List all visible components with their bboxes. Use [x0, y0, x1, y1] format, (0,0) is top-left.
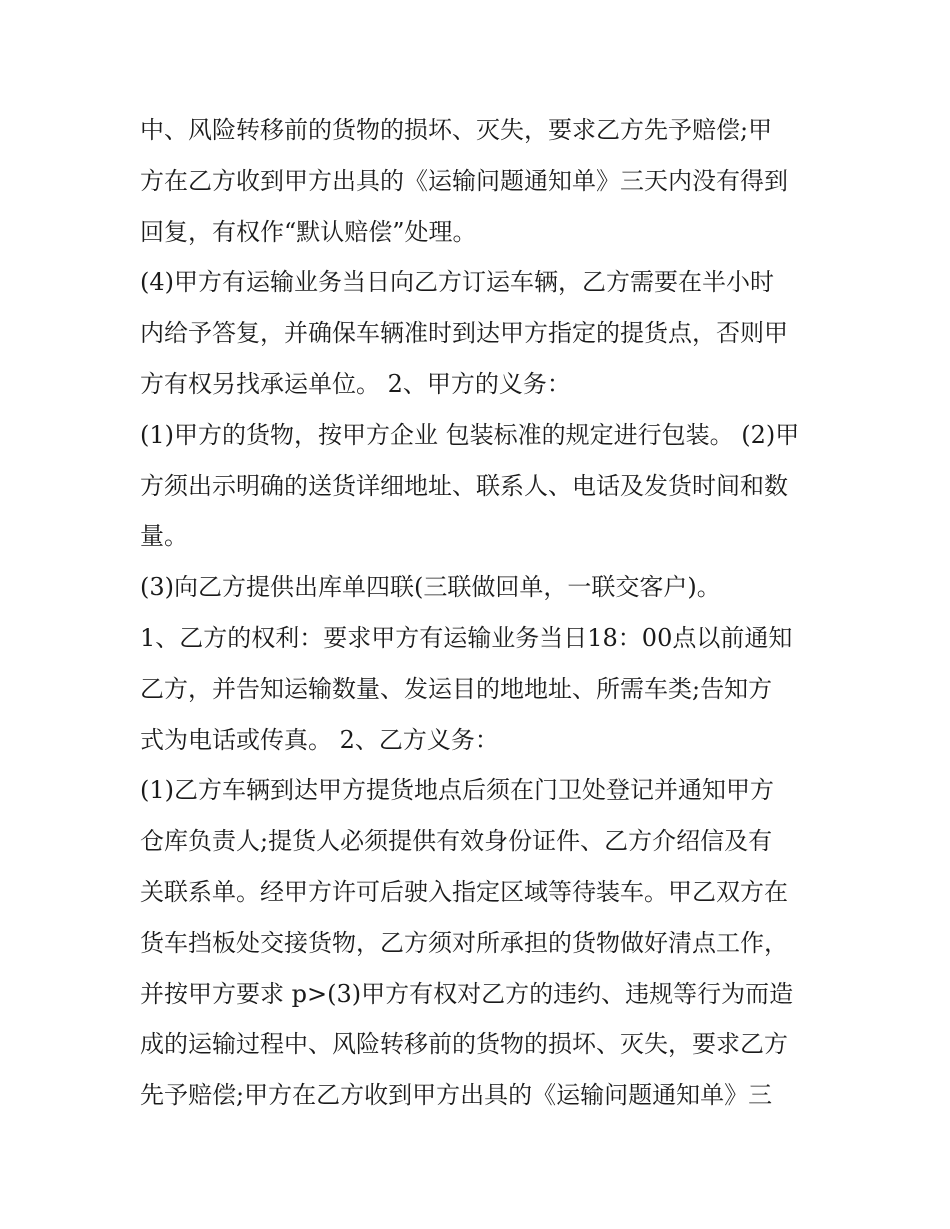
text-line: 内给予答复，并确保车辆准时到达甲方指定的提货点，否则甲 [140, 319, 788, 348]
text-line: 方须出示明确的送货详细地址、联系人、电话及发货时间和数 [140, 471, 788, 500]
text-line: 乙方，并告知运输数量、发运目的地地址、所需车类;告知方 [140, 674, 773, 703]
document-body [140, 105, 830, 1121]
text-line: 成的运输过程中、风险转移前的货物的损坏、灭失，要求乙方 [140, 1030, 788, 1059]
text-line: 关联系单。经甲方许可后驶入指定区域等待装车。甲乙双方在 [140, 877, 788, 906]
text-line: (1)乙方车辆到达甲方提货地点后须在门卫处登记并通知甲方 [140, 776, 774, 805]
text-line: 1、乙方的权利：要求甲方有运输业务当日18：00点以前通知 [140, 623, 793, 652]
text-line: (4)甲方有运输业务当日向乙方订运车辆，乙方需要在半小时 [140, 268, 774, 297]
text-line: 式为电话或传真。 2、乙方义务： [140, 725, 499, 754]
text-line: 货车挡板处交接货物，乙方须对所承担的货物做好清点工作， [140, 928, 788, 957]
text-line: 仓库负责人;提货人必须提供有效身份证件、乙方介绍信及有 [140, 827, 773, 856]
text-line: 方有权另找承运单位。 2、甲方的义务： [140, 369, 571, 398]
text-line: 方在乙方收到甲方出具的《运输问题通知单》三天内没有得到 [140, 166, 788, 195]
text-line: (1)甲方的货物，按甲方企业 包装标准的规定进行包装。 (2)甲 [140, 420, 800, 449]
text-line: (3)向乙方提供出库单四联(三联做回单，一联交客户)。 [140, 573, 721, 602]
text-line: 并按甲方要求 p>(3)甲方有权对乙方的违约、违规等行为而造 [140, 979, 794, 1008]
text-line: 先予赔偿;甲方在乙方收到甲方出具的《运输问题通知单》三 [140, 1081, 773, 1110]
text-line: 量。 [140, 522, 188, 551]
text-line: 回复，有权作“默认赔偿”处理。 [140, 217, 477, 246]
text-line: 中、风险转移前的货物的损坏、灭失，要求乙方先予赔偿;甲 [140, 116, 773, 144]
